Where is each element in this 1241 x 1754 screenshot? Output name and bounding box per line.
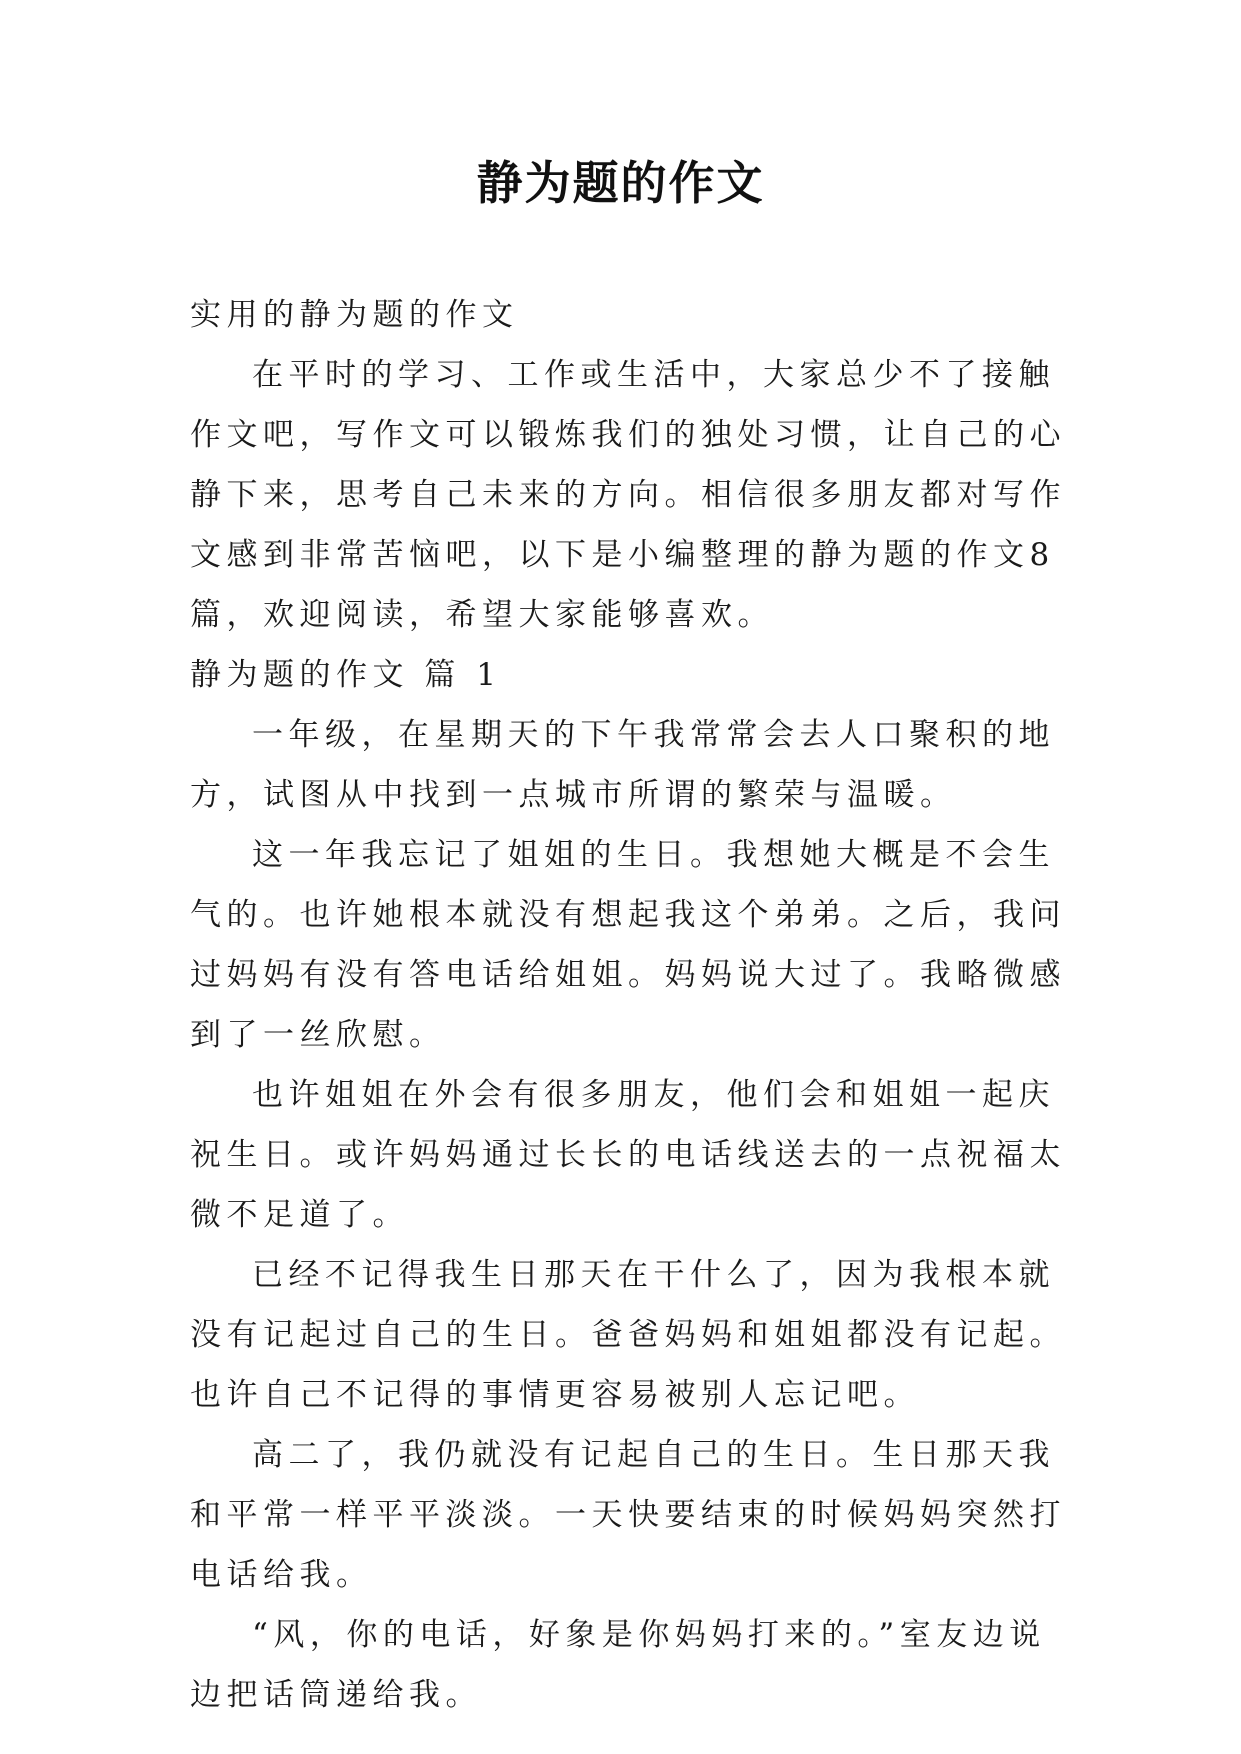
body-paragraph: 高二了，我仍就没有记起自己的生日。生日那天我和平常一样平平淡淡。一天快要结束的时候妈妈突然打电话给我。: [190, 1437, 1066, 1593]
body-paragraph: 这一年我忘记了姐姐的生日。我想她大概是不会生气的。也许她根本就没有想起我这个弟弟。之后，我问过妈妈有没有答电话给姐姐。妈妈说大过了。我略微感到了一丝欣慰。: [190, 837, 1066, 1053]
body-paragraph: 一年级，在星期天的下午我常常会去人口聚积的地方，试图从中找到一点城市所谓的繁荣与温暖。: [190, 717, 1055, 813]
document-subtitle: 实用的静为题的作文: [190, 297, 519, 333]
body-paragraph: 已经不记得我生日那天在干什么了，因为我根本就没有记起过自己的生日。爸爸妈妈和姐姐都没有记起。也许自己不记得的事情更容易被别人忘记吧。: [190, 1257, 1066, 1413]
section-heading: 静为题的作文 篇 1: [190, 657, 502, 693]
body-paragraph: 也许姐姐在外会有很多朋友，他们会和姐姐一起庆祝生日。或许妈妈通过长长的电话线送去的一点祝福太微不足道了。: [190, 1077, 1066, 1233]
document-title: 静为题的作文: [476, 156, 765, 210]
document-body: [190, 285, 1070, 1725]
body-paragraph: “风，你的电话，好象是你妈妈打来的。”室友边说边把话筒递给我。: [190, 1617, 1046, 1713]
intro-paragraph: 在平时的学习、工作或生活中，大家总少不了接触作文吧，写作文可以锻炼我们的独处习惯，让自己的心静下来，思考自己未来的方向。相信很多朋友都对写作文感到非常苦恼吧，以下是小编整理的静为题的作文8篇，欢迎阅读，希望大家能够喜欢。: [190, 357, 1066, 633]
